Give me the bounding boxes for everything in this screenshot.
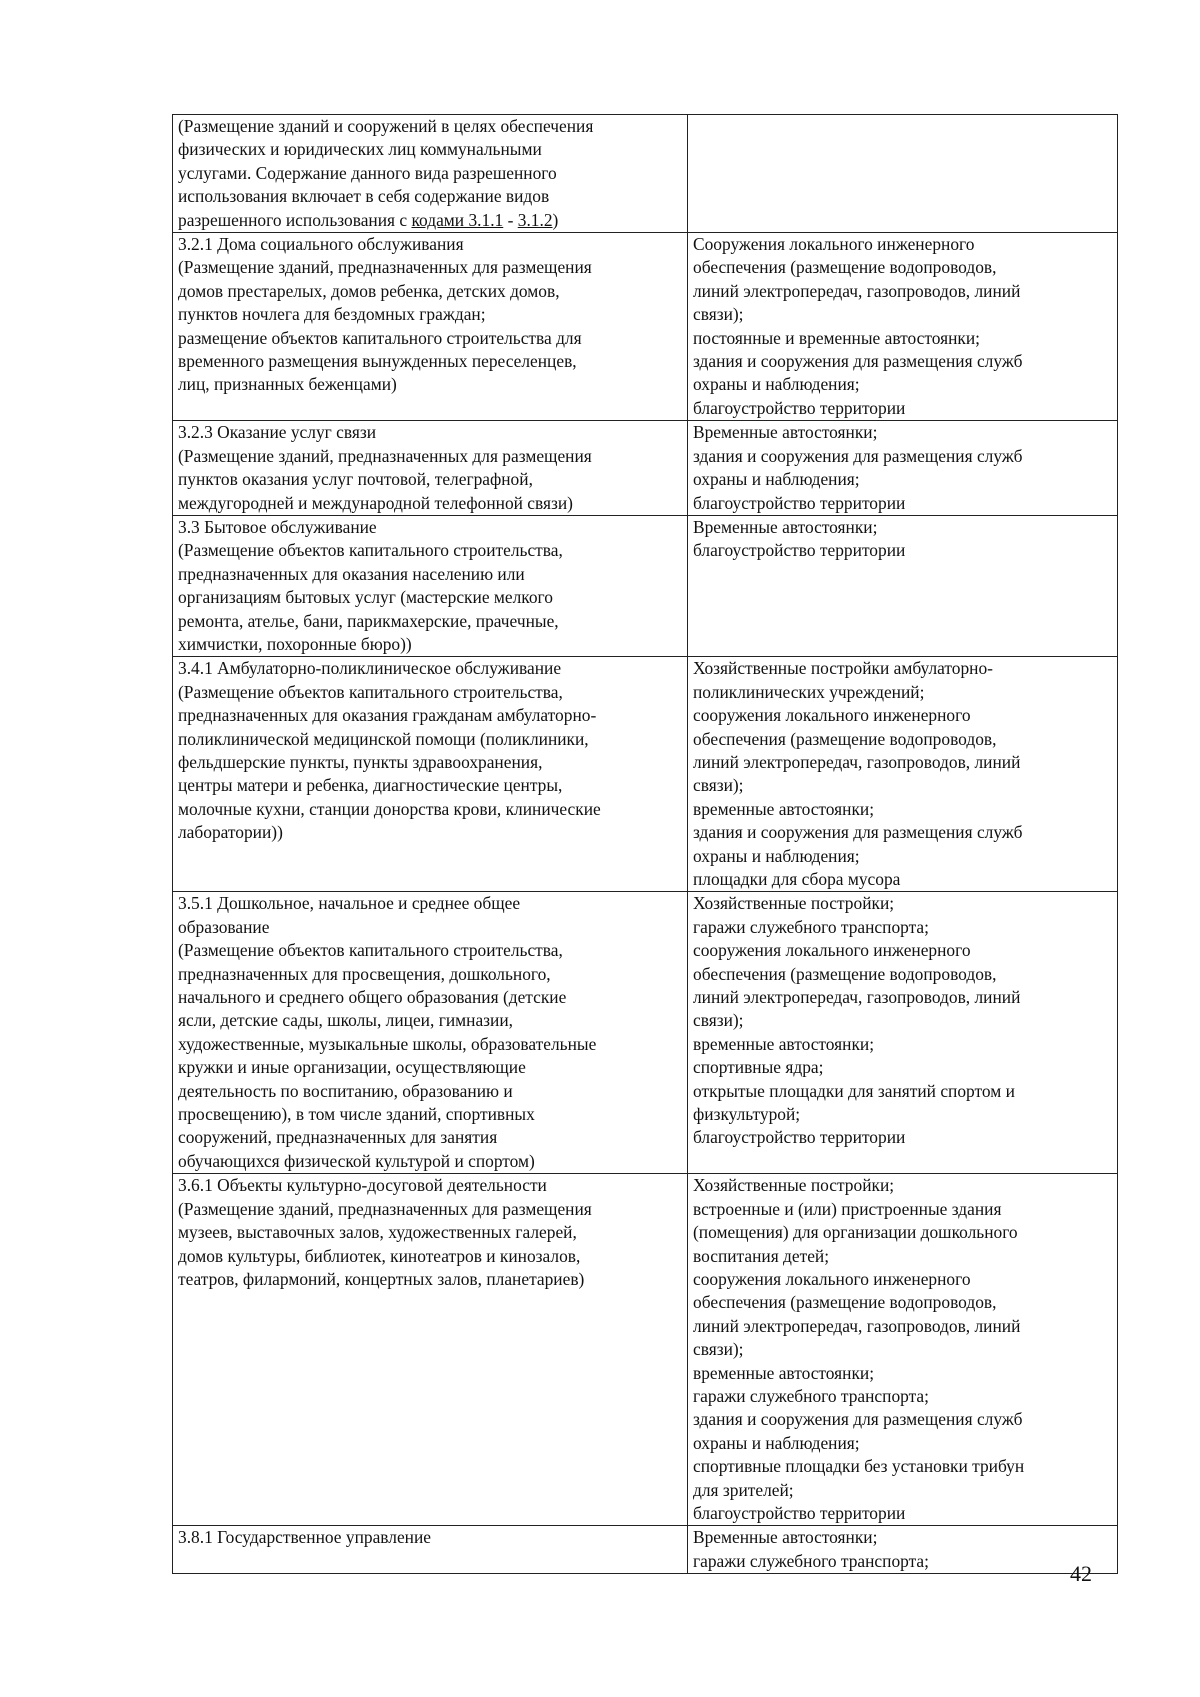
page-number: 42 <box>1070 1561 1092 1586</box>
code-link-3-1-1[interactable]: кодами 3.1.1 <box>411 209 504 230</box>
cell-text: 3.3 Бытовое обслуживание (Размещение объектов капитального строительства, предназначенных для оказания населению или организациям бытовых услуг (мастерские мелкого ремонта, ателье, бани, парикмахерские, прачечные, химчистки, похоронные бюро)) <box>178 516 563 654</box>
table-cell-use-type <box>173 233 688 421</box>
table-cell-use-type <box>173 421 688 516</box>
cell-text: 3.2.3 Оказание услуг связи (Размещение зданий, предназначенных для размещения пунктов оказания услуг почтовой, телеграфной, междугородней и международной телефонной связи) <box>178 422 592 513</box>
table-row <box>173 657 1118 892</box>
table-row <box>173 515 1118 656</box>
table-row <box>173 1526 1118 1574</box>
cell-text: Временные автостоянки; гаражи служебного транспорта; <box>693 1527 929 1571</box>
table-cell-use-type <box>173 657 688 892</box>
table-row <box>173 892 1118 1174</box>
cell-text: Хозяйственные постройки; встроенные и (или) пристроенные здания (помещения) для организации дошкольного воспитания детей; сооружения локального инженерного обеспечения (размещение водопроводов, линий электропередач, газопроводов, линий связи); временные автостоянки; гаражи служебного транспорта; здания и сооружения для размещения служб охраны и наблюдения; спортивные площадки без установки трибун для зрителей; благоустройство территории <box>693 1175 1025 1523</box>
cell-text: 3.8.1 Государственное управление <box>178 1527 431 1548</box>
cell-text: 3.6.1 Объекты культурно-досуговой деятельности (Размещение зданий, предназначенных для размещения музеев, выставочных залов, художественных галерей, домов культуры, библиотек, кинотеатров и кинозалов, театров, филармоний, концертных залов, планетариев) <box>178 1175 592 1289</box>
cell-text: Хозяйственные постройки амбулаторно- поликлинических учреждений; сооружения локального инженерного обеспечения (размещение водопроводов, линий электропередач, газопроводов, линий связи); временные автостоянки; здания и сооружения для размещения служб охраны и наблюдения; площадки для сбора мусора <box>693 658 1023 889</box>
table-cell-auxiliary-use <box>688 1526 1118 1574</box>
table-cell-auxiliary-use <box>688 421 1118 516</box>
table-cell-use-type <box>173 892 688 1174</box>
cell-text: Временные автостоянки; здания и сооружения для размещения служб охраны и наблюдения; благоустройство территории <box>693 422 1023 513</box>
table-row <box>173 233 1118 421</box>
table-cell-auxiliary-use <box>688 233 1118 421</box>
table-row <box>173 421 1118 516</box>
table-row <box>173 115 1118 233</box>
cell-text: - <box>503 209 518 230</box>
table-cell-auxiliary-use <box>688 1174 1118 1526</box>
cell-text: 3.4.1 Амбулаторно-поликлиническое обслуживание (Размещение объектов капитального строительства, предназначенных для оказания гражданам амбулаторно- поликлинической медицинской помощи (поликлиники, фельдшерские пункты, пункты здравоохранения, центры матери и ребенка, диагностические центры, молочные кухни, станции донорства крови, клинические лаборатории)) <box>178 658 601 843</box>
land-use-table <box>172 114 1118 1574</box>
cell-text: Сооружения локального инженерного обеспечения (размещение водопроводов, линий электропередач, газопроводов, линий связи); постоянные и временные автостоянки; здания и сооружения для размещения служб охраны и наблюдения; благоустройство территории <box>693 234 1023 418</box>
cell-text: Хозяйственные постройки; гаражи служебного транспорта; сооружения локального инженерного обеспечения (размещение водопроводов, линий электропередач, газопроводов, линий связи); временные автостоянки; спортивные ядра; открытые площадки для занятий спортом и физкультурой; благоустройство территории <box>693 893 1021 1148</box>
table-cell-use-type <box>173 515 688 656</box>
table-cell-use-type <box>173 1174 688 1526</box>
code-link-3-1-2[interactable]: 3.1.2 <box>517 209 553 230</box>
cell-text: (Размещение зданий и сооружений в целях обеспечения физических и юридических лиц коммунальными услугами. Содержание данного вида разрешенного использования включает в себя содержание видов разрешенного использования с <box>178 116 594 230</box>
table-cell-auxiliary-use <box>688 892 1118 1174</box>
table-cell-use-type <box>173 1526 688 1574</box>
cell-text: 3.2.1 Дома социального обслуживания (Размещение зданий, предназначенных для размещения домов престарелых, домов ребенка, детских домов, пунктов ночлега для бездомных граждан; размещение объектов капитального строительства для временного размещения вынужденных переселенцев, лиц, признанных беженцами) <box>178 234 592 395</box>
table-cell-auxiliary-use <box>688 657 1118 892</box>
cell-text: ) <box>552 209 559 230</box>
table-cell-use-type <box>173 115 688 233</box>
cell-text: Временные автостоянки; благоустройство территории <box>693 516 906 561</box>
table-cell-auxiliary-use <box>688 515 1118 656</box>
cell-text: 3.5.1 Дошкольное, начальное и среднее общее образование (Размещение объектов капитального строительства, предназначенных для просвещения, дошкольного, начального и среднего общего образования (детские ясли, детские сады, школы, лицеи, гимназии, художественные, музыкальные школы, образовательные кружки и иные организации, осуществляющие деятельность по воспитанию, образованию и просвещению), в том числе зданий, спортивных сооружений, предназначенных для занятия обучающихся физической культурой и спортом) <box>178 893 597 1171</box>
table-cell-auxiliary-use <box>688 115 1118 233</box>
table-row <box>173 1174 1118 1526</box>
